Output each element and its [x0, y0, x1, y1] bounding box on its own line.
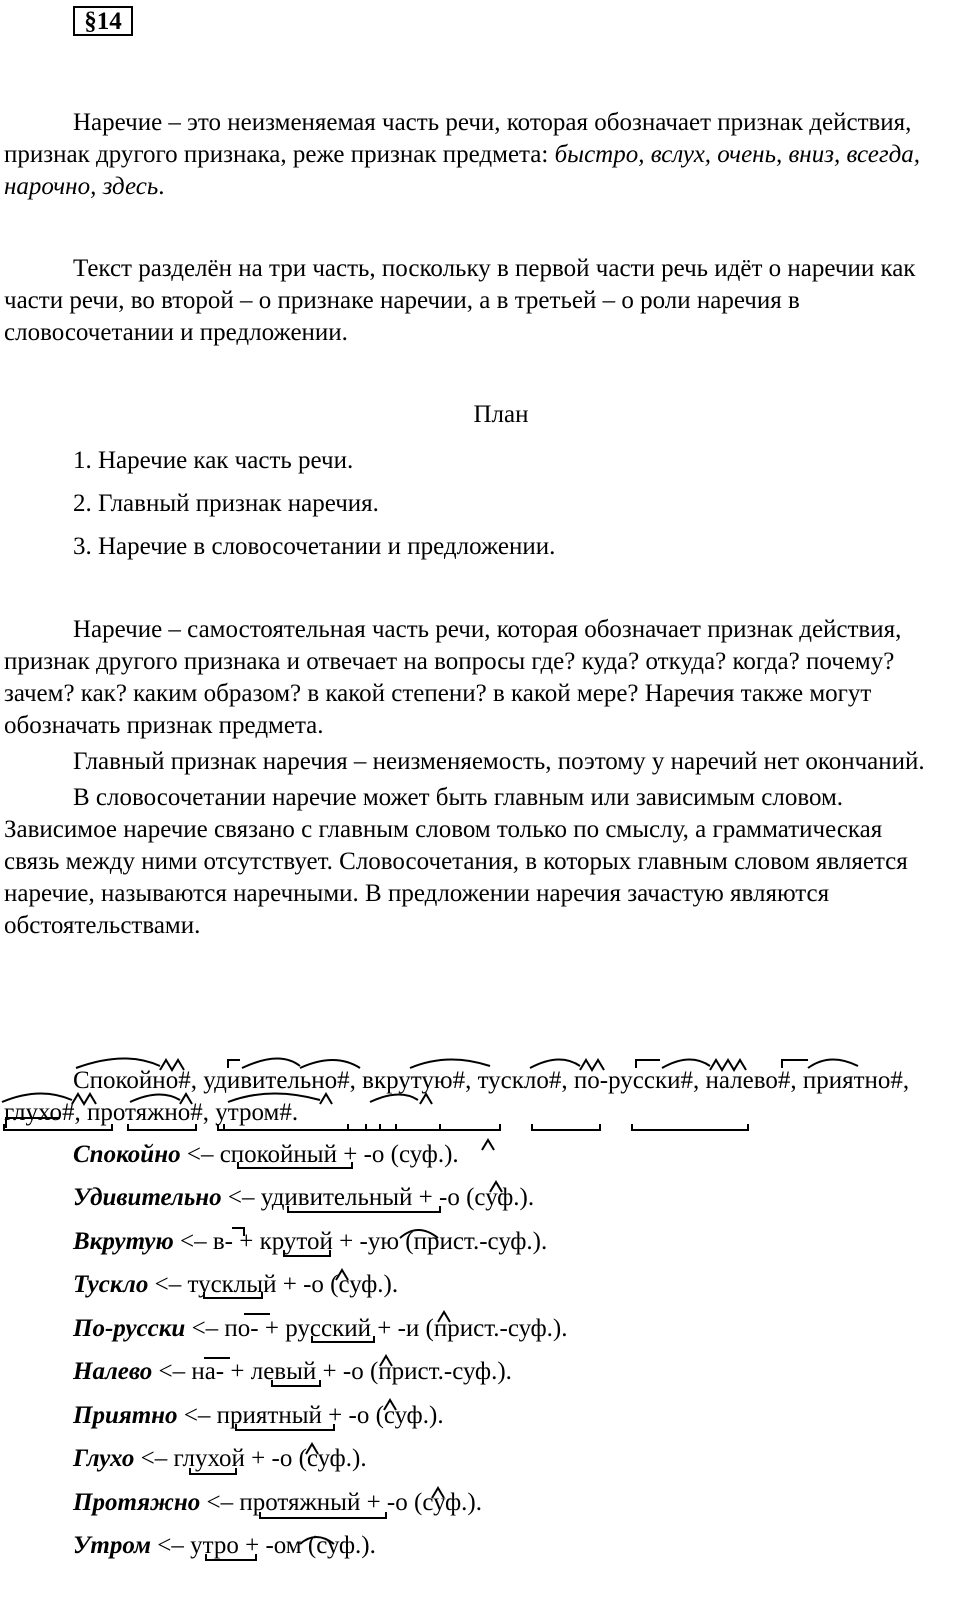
derivation-rest: <– приятный + -о (суф.).	[177, 1402, 444, 1429]
derivation-rest: <– в- + крутой + -ую (прист.-суф.).	[173, 1228, 548, 1255]
derivation-rest: <– тусклый + -о (суф.).	[148, 1271, 399, 1298]
derivation-rest: <– спокойный + -о (суф.).	[180, 1141, 459, 1168]
words-list	[4, 1065, 928, 1129]
intro-paragraph	[4, 107, 928, 203]
intro-end: .	[158, 173, 165, 200]
division-text: Текст разделён на три часть, поскольку в первой части речь идёт о наречии как части речи, во второй – о признаке наречии, а в третьей – о роли наречия в словосочетании и предложении.	[4, 255, 916, 346]
plan-item-1: 1. Наречие как часть речи.	[73, 447, 354, 474]
derivation-rest: <– глухой + -о (суф.).	[134, 1445, 367, 1472]
derivation-word: Утром	[73, 1532, 152, 1559]
derivation-7	[73, 1400, 444, 1432]
derivation-5	[73, 1313, 568, 1345]
division-paragraph	[4, 253, 928, 349]
intro-examples: быстро, вслух, очень, вниз, всегда, нарочно, здесь	[4, 141, 920, 200]
derivation-word: По-русски	[73, 1315, 186, 1342]
derivation-rest: <– протяжный + -о (суф.).	[200, 1489, 483, 1516]
derivation-rest: <– на- + левый + -о (прист.-суф.).	[152, 1358, 512, 1385]
derivation-word: Глухо	[73, 1445, 135, 1472]
summary-paragraph-1: Наречие – самостоятельная часть речи, которая обозначает признак действия, признак другого признака и отвечает на вопросы где? куда? откуда? когда? почему? зачем? как? каким образом? в какой степени? в какой мере? Наречия также могут обозначать признак предмета.	[4, 616, 902, 739]
derivation-word: Приятно	[73, 1402, 178, 1429]
derivation-word: Налево	[73, 1358, 153, 1385]
derivation-6	[73, 1356, 512, 1388]
intro-text: Наречие – это неизменяемая часть речи, которая обозначает признак действия, признак другого признака, реже признак предмета:	[4, 109, 912, 168]
derivation-1	[73, 1139, 459, 1171]
plan-title: План	[473, 401, 529, 428]
derivation-2	[73, 1182, 534, 1214]
derivation-word: Удивительно	[73, 1184, 222, 1211]
derivation-word: Спокойно	[73, 1141, 181, 1168]
derivation-word: Вкрутую	[73, 1228, 174, 1255]
derivation-3	[73, 1226, 547, 1258]
derivation-rest: <– по- + русский + -и (прист.-суф.).	[185, 1315, 568, 1342]
summary-block	[4, 614, 928, 942]
section-number: §14	[73, 6, 133, 36]
plan-item-2: 2. Главный признак наречия.	[73, 490, 379, 517]
summary-paragraph-2: Главный признак наречия – неизменяемость, поэтому у наречий нет окончаний.	[73, 748, 925, 775]
plan-item-3: 3. Наречие в словосочетании и предложении.	[73, 533, 556, 560]
derivation-8	[73, 1443, 367, 1475]
derivation-9	[73, 1487, 482, 1519]
derivation-10	[73, 1530, 376, 1562]
derivation-4	[73, 1269, 398, 1301]
summary-paragraph-3: В словосочетании наречие может быть главным или зависимым словом. Зависимое наречие связано с главным словом только по смыслу, а грамматическая связь между ними отсутствует. Словосочетания, в которых главным словом является наречие, называются наречными. В предложении наречия зачастую являются обстоятельствами.	[4, 784, 908, 939]
derivation-word: Тускло	[73, 1271, 149, 1298]
derivation-word: Протяжно	[73, 1489, 201, 1516]
words-line: Спокойно#, удивительно#, вкрутую#, тускло#, по-русски#, налево#, приятно#, глухо#, протяжно#, утром#.	[4, 1067, 910, 1126]
derivation-rest: <– удивительный + -о (суф.).	[221, 1184, 535, 1211]
derivation-rest: <– утро + -ом (суф.).	[151, 1532, 376, 1559]
